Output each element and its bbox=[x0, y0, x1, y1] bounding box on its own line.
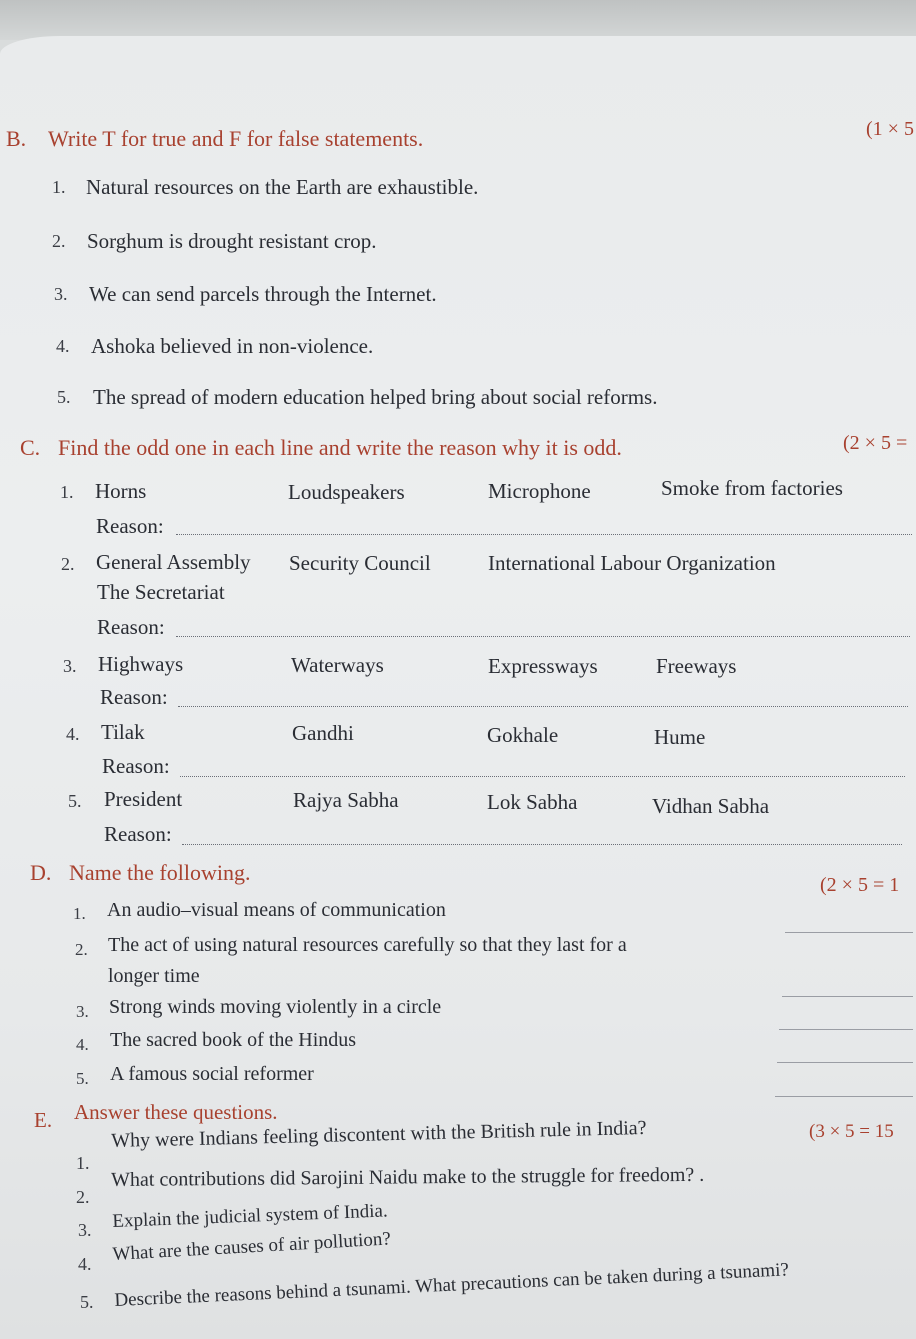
marks-label: (1 × 5 bbox=[866, 118, 914, 140]
question-text: Ashoka believed in non-violence. bbox=[91, 334, 374, 358]
question-text: The spread of modern education helped bring about social reforms. bbox=[93, 385, 658, 409]
option-text: Rajya Sabha bbox=[293, 788, 399, 812]
question-text: The act of using natural resources carefully so that they last for a bbox=[108, 934, 627, 956]
option-text: Microphone bbox=[488, 479, 591, 503]
worksheet-page bbox=[0, 36, 916, 1339]
question-number: 4. bbox=[76, 1035, 89, 1054]
option-text: Vidhan Sabha bbox=[652, 794, 770, 818]
question-text: A famous social reformer bbox=[110, 1063, 314, 1085]
option-text: Lok Sabha bbox=[487, 790, 578, 814]
section-title: Answer these questions. bbox=[74, 1100, 278, 1124]
question-number: 1. bbox=[52, 177, 66, 197]
option-text: International Labour Organization bbox=[488, 551, 776, 575]
question-text: Describe the reasons behind a tsunami. What precautions can be taken during a tsunami? bbox=[114, 1259, 790, 1311]
question-number: 5. bbox=[80, 1292, 94, 1312]
reason-answer-line[interactable] bbox=[176, 636, 910, 637]
question-text: Sorghum is drought resistant crop. bbox=[87, 229, 377, 253]
question-number: 3. bbox=[54, 284, 68, 304]
question-number: 2. bbox=[76, 1187, 90, 1207]
question-text-continuation: longer time bbox=[108, 965, 200, 987]
background-surface bbox=[0, 0, 916, 40]
option-text: President bbox=[104, 787, 183, 811]
question-number: 5. bbox=[57, 387, 71, 407]
reason-label: Reason: bbox=[102, 754, 170, 778]
answer-line[interactable] bbox=[777, 1062, 913, 1063]
section-title: Name the following. bbox=[69, 860, 251, 885]
question-text: Explain the judicial system of India. bbox=[112, 1200, 389, 1232]
answer-line[interactable] bbox=[775, 1096, 913, 1097]
section-title: Write T for true and F for false statements. bbox=[48, 126, 424, 151]
question-text: We can send parcels through the Internet. bbox=[89, 282, 437, 306]
option-text: Smoke from factories bbox=[661, 476, 843, 500]
option-text: Gokhale bbox=[487, 723, 559, 747]
reason-answer-line[interactable] bbox=[176, 534, 912, 535]
option-text: Highways bbox=[98, 652, 184, 676]
question-text: What are the causes of air pollution? bbox=[112, 1228, 392, 1265]
option-text: Horns bbox=[95, 479, 147, 503]
question-number: 3. bbox=[78, 1220, 92, 1240]
reason-label: Reason: bbox=[97, 615, 165, 639]
option-text: Gandhi bbox=[292, 721, 354, 745]
section-letter: B. bbox=[6, 126, 27, 151]
question-number: 3. bbox=[63, 656, 77, 676]
option-text: Tilak bbox=[101, 720, 145, 744]
question-number: 5. bbox=[68, 791, 82, 811]
option-text: The Secretariat bbox=[97, 580, 225, 604]
question-number: 3. bbox=[76, 1002, 89, 1021]
marks-label: (2 × 5 = bbox=[843, 432, 908, 454]
question-text: Natural resources on the Earth are exhaustible. bbox=[86, 175, 479, 199]
question-text: Strong winds moving violently in a circle bbox=[109, 996, 442, 1018]
question-number: 2. bbox=[52, 231, 66, 251]
option-text: Freeways bbox=[656, 654, 737, 678]
section-title: Find the odd one in each line and write the reason why it is odd. bbox=[58, 435, 622, 460]
section-letter: E. bbox=[34, 1108, 53, 1132]
reason-answer-line[interactable] bbox=[178, 706, 908, 707]
answer-line[interactable] bbox=[782, 996, 913, 997]
option-text: Security Council bbox=[289, 551, 431, 575]
section-letter: C. bbox=[20, 435, 41, 460]
option-text: Hume bbox=[654, 725, 706, 749]
question-text: What contributions did Sarojini Naidu make to the struggle for freedom? . bbox=[111, 1163, 705, 1191]
question-number: 2. bbox=[61, 554, 75, 574]
reason-label: Reason: bbox=[100, 685, 168, 709]
question-number: 1. bbox=[73, 904, 86, 923]
reason-answer-line[interactable] bbox=[180, 776, 905, 777]
reason-answer-line[interactable] bbox=[182, 844, 902, 845]
marks-label: (2 × 5 = 1 bbox=[820, 874, 900, 896]
answer-line[interactable] bbox=[779, 1029, 913, 1030]
option-text: General Assembly bbox=[96, 550, 251, 574]
question-text: An audio–visual means of communication bbox=[107, 899, 446, 921]
question-text: The sacred book of the Hindus bbox=[110, 1029, 357, 1051]
answer-line[interactable] bbox=[785, 932, 913, 933]
question-number: 1. bbox=[76, 1153, 90, 1173]
reason-label: Reason: bbox=[96, 514, 164, 538]
question-number: 4. bbox=[56, 336, 70, 356]
marks-label: (3 × 5 = 15 bbox=[809, 1121, 894, 1142]
section-letter: D. bbox=[30, 860, 52, 885]
question-text: Why were Indians feeling discontent with the British rule in India? bbox=[111, 1116, 647, 1152]
option-text: Loudspeakers bbox=[288, 480, 405, 504]
question-number: 5. bbox=[76, 1069, 89, 1088]
question-number: 2. bbox=[75, 940, 88, 959]
reason-label: Reason: bbox=[104, 822, 172, 846]
option-text: Expressways bbox=[488, 654, 598, 678]
question-number: 4. bbox=[78, 1254, 92, 1274]
option-text: Waterways bbox=[291, 653, 384, 677]
question-number: 4. bbox=[66, 724, 80, 744]
question-number: 1. bbox=[60, 482, 74, 502]
